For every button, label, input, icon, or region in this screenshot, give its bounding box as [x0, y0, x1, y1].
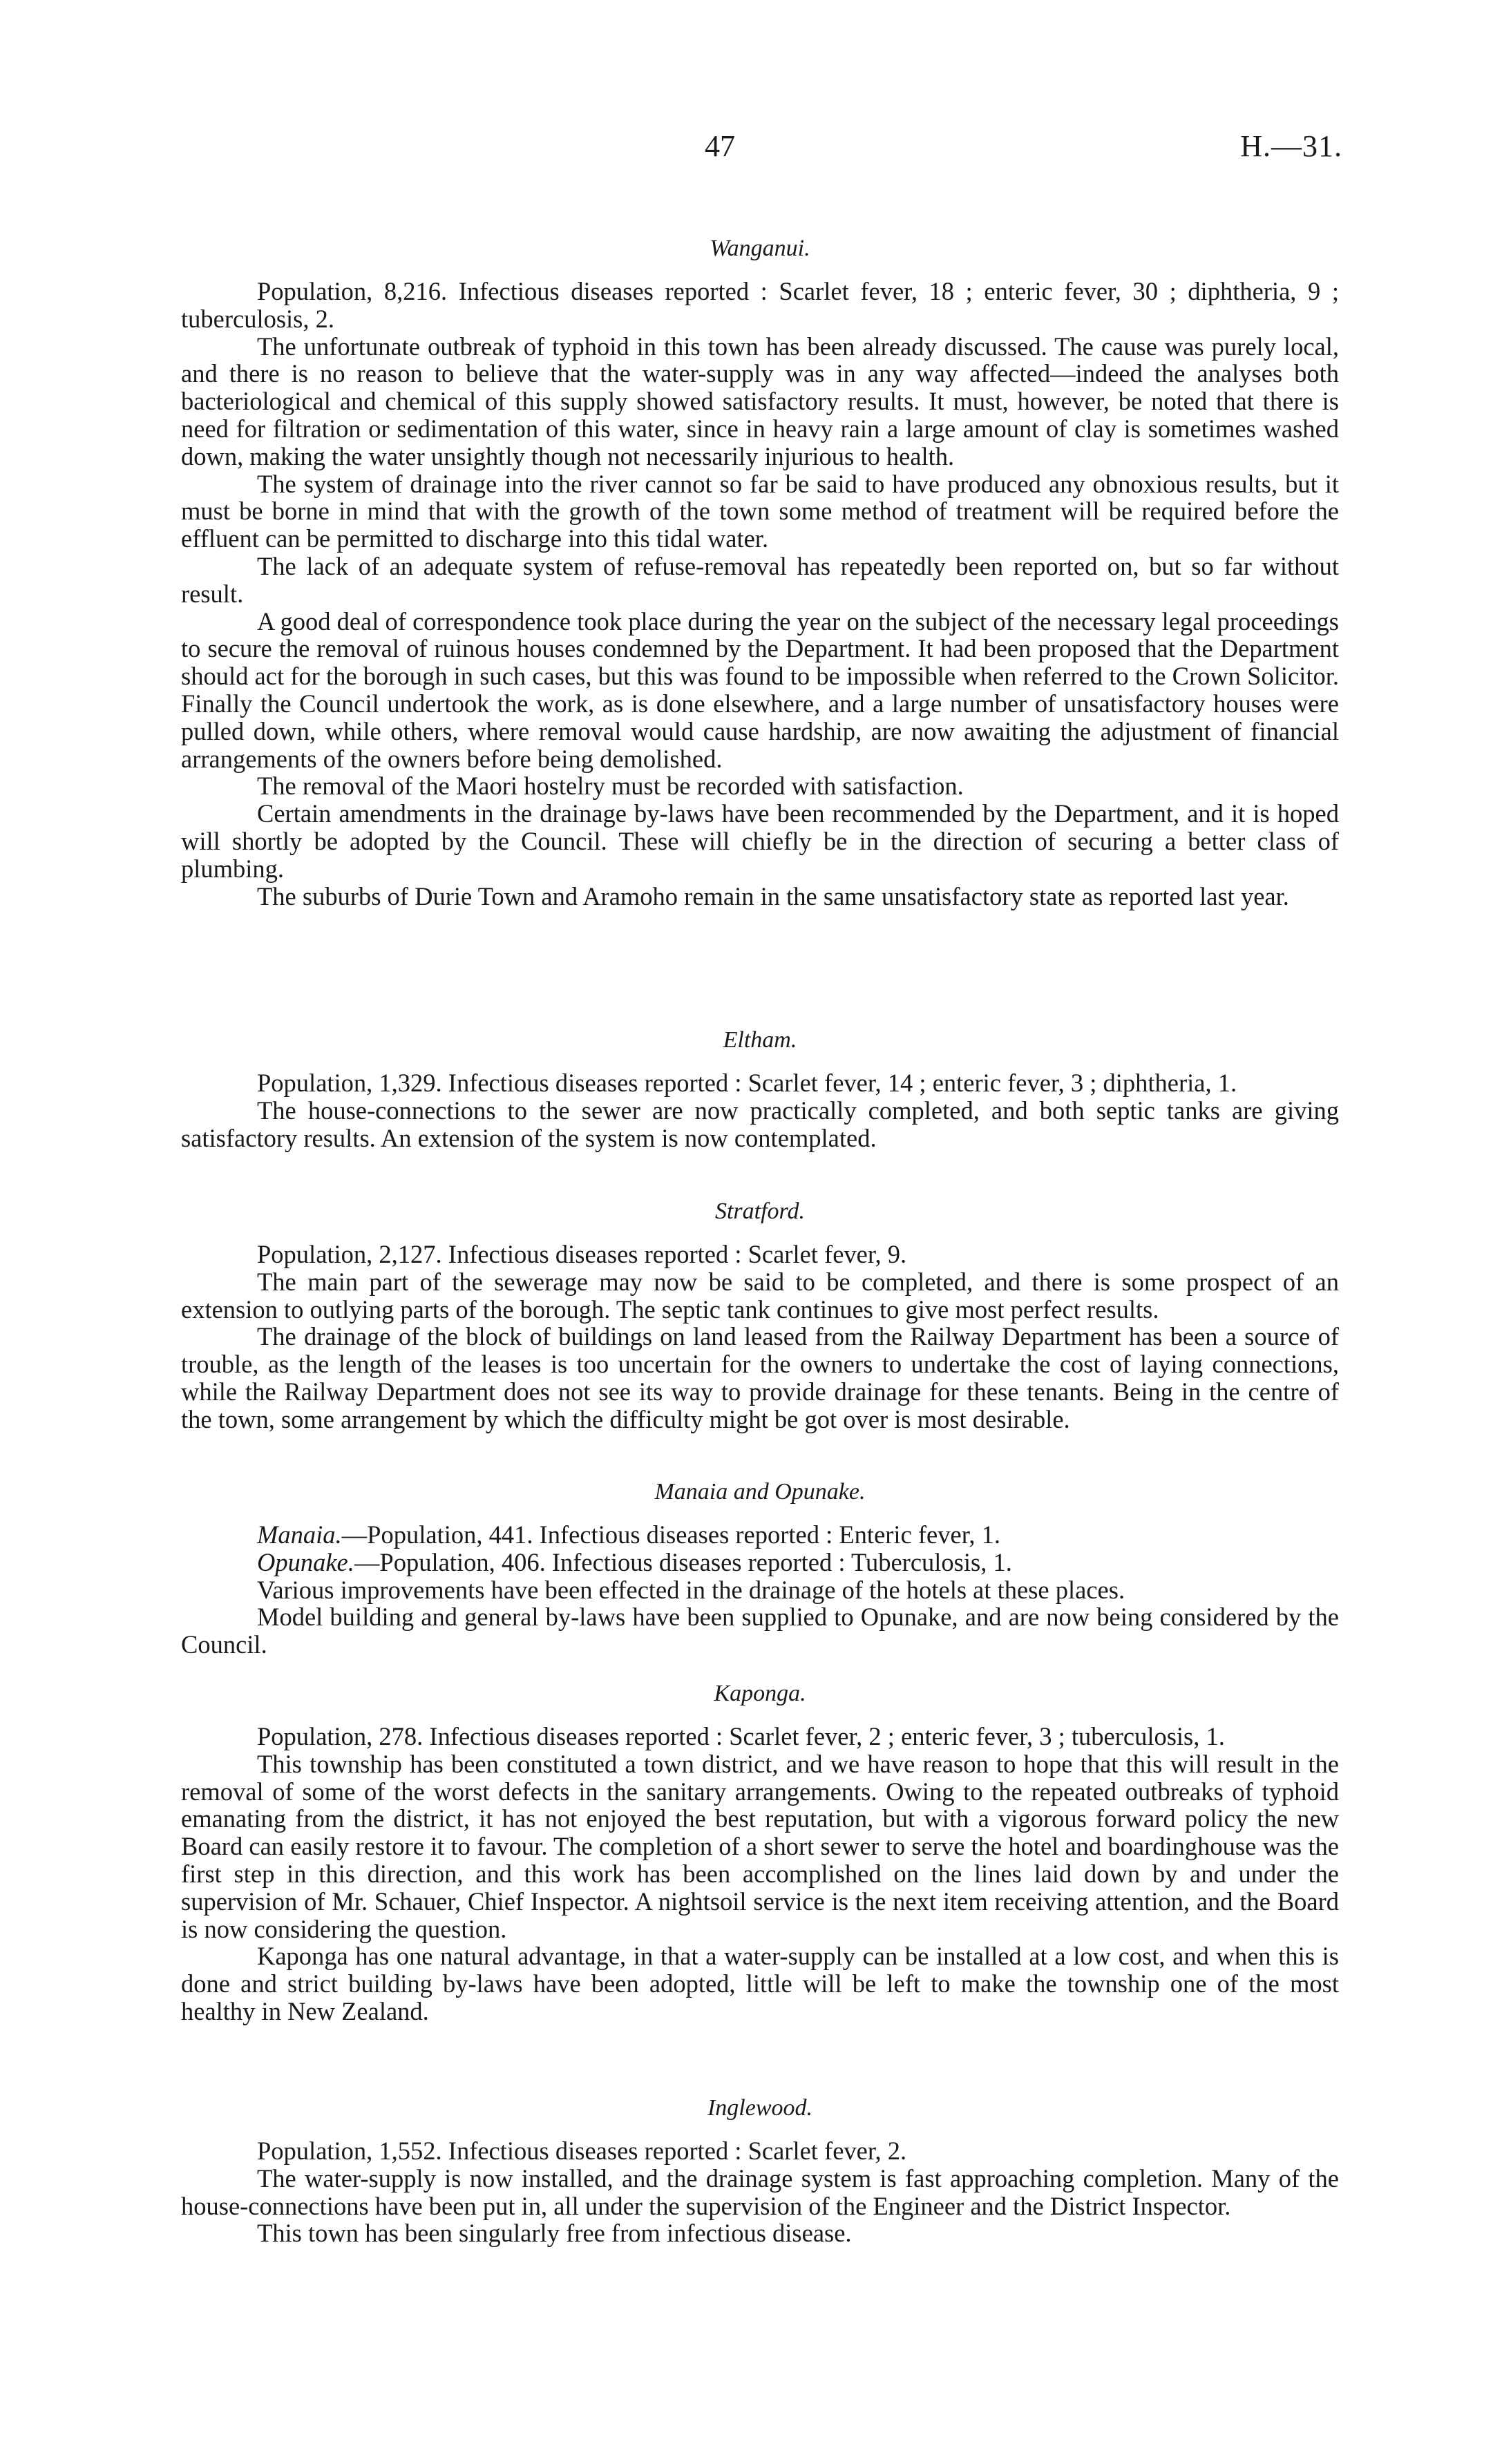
- paragraph: The house-connections to the sewer are now practically completed, and both septic tanks are giving satisfactory results. An extension of the system is now contemplated.: [181, 1096, 1339, 1152]
- section-inglewood: [181, 2094, 1339, 2247]
- section-wanganui: [181, 235, 1339, 910]
- paragraph: Population, 1,552. Infectious diseases reported : Scarlet fever, 2.: [257, 2137, 907, 2165]
- paragraph: Certain amendments in the drainage by-laws have been recommended by the Department, and it is hoped will shortly be adopted by the Council. These will chiefly be in the direction of securing a better class of plumbing.: [181, 799, 1339, 883]
- paragraph: Population, 1,329. Infectious diseases reported : Scarlet fever, 14 ; enteric fever, 3 ; diphtheria, 1.: [257, 1069, 1237, 1097]
- section-manaia-opunake: [181, 1478, 1339, 1659]
- paragraph: A good deal of correspondence took place during the year on the subject of the necessary legal proceedings to secure the removal of ruinous houses condemned by the Department. It had been proposed that the Department should act for the borough in such cases, but this was found to be impossible when referred to the Crown Solicitor. Finally the Council undertook the work, as is done elsewhere, and a large number of unsatisfactory houses were pulled down, while others, where removal would cause hardship, are now awaiting the adjustment of financial arrangements of the owners before being demolished.: [181, 607, 1339, 773]
- place-label: Opunake.: [257, 1547, 354, 1576]
- paragraph-text: —Population, 441. Infectious diseases reported : Enteric fever, 1.: [341, 1520, 1001, 1549]
- section-heading: Stratford.: [714, 1198, 806, 1224]
- page-number: 47: [705, 129, 735, 163]
- section-heading: Wanganui.: [710, 236, 810, 261]
- section-kaponga: [181, 1680, 1339, 2025]
- paragraph-opunake: [181, 1549, 1339, 1576]
- paragraph: Kaponga has one natural advantage, in that a water-supply can be installed at a low cost, and when this is done and strict building by-laws have been adopted, little will be left to make the township one of the most healthy in New Zealand.: [181, 1942, 1339, 2025]
- paragraph: Population, 278. Infectious diseases reported : Scarlet fever, 2 ; enteric fever, 3 ; tuberculosis, 1.: [257, 1722, 1225, 1750]
- paragraph: Model building and general by-laws have been supplied to Opunake, and are now being considered by the Council.: [181, 1603, 1339, 1659]
- section-eltham: [181, 1026, 1339, 1152]
- paragraph: The drainage of the block of buildings on land leased from the Railway Department has been a source of trouble, as the length of the leases is too uncertain for the owners to undertake the cost of laying connections, while the Railway Department does not see its way to provide drainage for these tenants. Being in the centre of the town, some arrangement by which the difficulty might be got over is most desirable.: [181, 1322, 1339, 1433]
- paragraph: The water-supply is now installed, and the drainage system is fast approaching completion. Many of the house-connections have been put in, all under the supervision of the Engineer and the District Inspector.: [181, 2164, 1339, 2220]
- paragraph: Population, 2,127. Infectious diseases reported : Scarlet fever, 9.: [257, 1240, 907, 1268]
- paragraph: Population, 8,216. Infectious diseases reported : Scarlet fever, 18 ; enteric fever, 30 ; diphtheria, 9 ; tuberculosis, 2.: [181, 277, 1339, 333]
- document-reference: H.—31.: [1240, 129, 1342, 163]
- paragraph: This township has been constituted a town district, and we have reason to hope that this will result in the removal of some of the worst defects in the sanitary arrangements. Owing to the repeated outbreaks of typhoid emanating from the district, it has not enjoyed the best reputation, but with a vigorous forward policy the new Board can easily restore it to favour. The completion of a short sewer to serve the hotel and boardinghouse was the first step in this direction, and this work has been accomplished on the lines laid down by and under the supervision of Mr. Schauer, Chief Inspector. A nightsoil service is the next item receiving attention, and the Board is now considering the question.: [181, 1749, 1339, 1943]
- section-heading: Kaponga.: [714, 1681, 806, 1706]
- section-heading: Inglewood.: [707, 2095, 813, 2121]
- paragraph: The unfortunate outbreak of typhoid in this town has been already discussed. The cause was purely local, and there is no reason to believe that the water-supply was in any way affected—indeed the analyses both bacteriological and chemical of this supply showed satisfactory results. It must, however, be noted that there is need for filtration or sedimentation of this water, since in heavy rain a large amount of clay is sometimes washed down, making the water unsightly though not necessarily injurious to health.: [181, 332, 1339, 470]
- section-heading: Manaia and Opunake.: [654, 1479, 866, 1505]
- paragraph-manaia: [181, 1521, 1339, 1549]
- section-heading: Eltham.: [723, 1027, 797, 1053]
- paragraph: This town has been singularly free from infectious disease.: [257, 2219, 852, 2248]
- paragraph-text: —Population, 406. Infectious diseases reported : Tuberculosis, 1.: [354, 1547, 1012, 1576]
- paragraph: The system of drainage into the river cannot so far be said to have produced any obnoxious results, but it must be borne in mind that with the growth of the town some method of treatment will be required before the effluent can be permitted to discharge into this tidal water.: [181, 469, 1339, 553]
- place-label: Manaia.: [257, 1520, 342, 1549]
- section-stratford: [181, 1198, 1339, 1433]
- paragraph: Various improvements have been effected in the drainage of the hotels at these places.: [257, 1575, 1125, 1604]
- paragraph: The removal of the Maori hostelry must be recorded with satisfaction.: [257, 772, 964, 801]
- paragraph: The suburbs of Durie Town and Aramoho remain in the same unsatisfactory state as reported last year.: [257, 881, 1289, 910]
- paragraph: The lack of an adequate system of refuse-removal has repeatedly been reported on, but so far without result.: [181, 551, 1339, 608]
- paragraph: The main part of the sewerage may now be said to be completed, and there is some prospect of an extension to outlying parts of the borough. The septic tank continues to give most perfect results.: [181, 1267, 1339, 1324]
